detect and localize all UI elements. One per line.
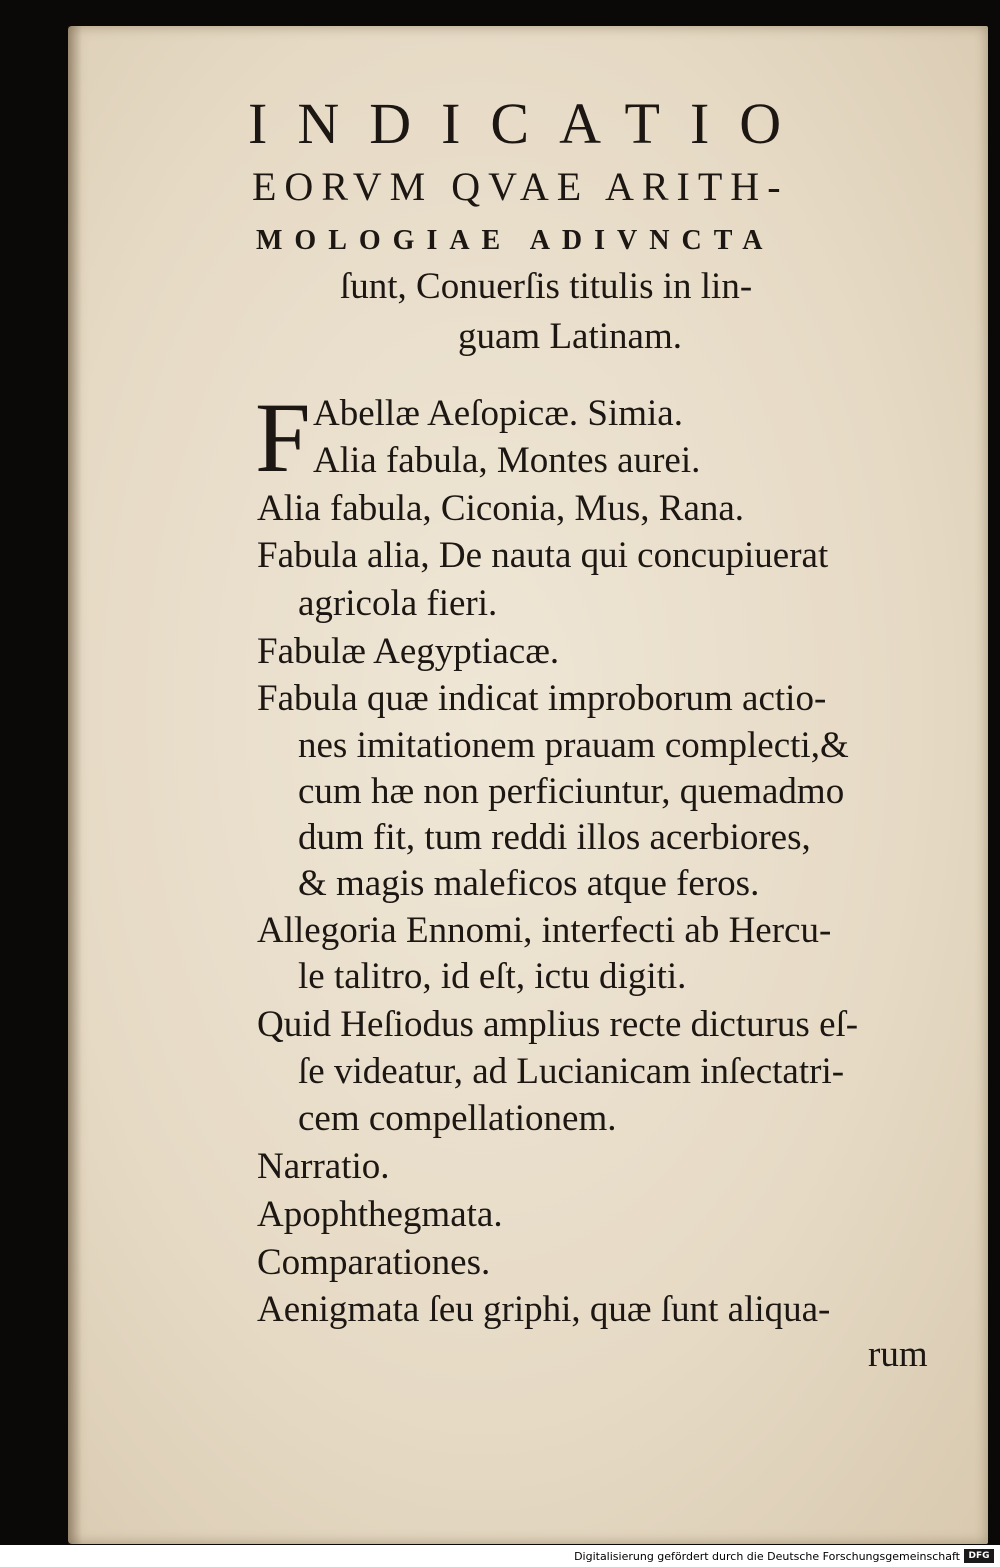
entry-line: Aenigmata ſeu griphi, quæ ſunt aliqua-	[257, 1289, 831, 1330]
entry-line: Abellæ Aeſopicæ. Simia.	[313, 393, 683, 434]
entry-line: & magis maleficos atque feros.	[298, 863, 760, 904]
heading-line-2: EORVM QVAE ARITH-	[252, 164, 789, 209]
entry-line: Quid Heſiodus amplius recte dicturus eſ-	[257, 1004, 859, 1045]
entry-line: Fabula quæ indicat improborum actio-	[257, 678, 827, 719]
entry-line: Alia fabula, Ciconia, Mus, Rana.	[257, 488, 745, 529]
heading-line-3: MOLOGIAE ADIVNCTA	[256, 225, 775, 256]
heading-line-5: guam Latinam.	[458, 316, 682, 357]
entry-line: Narratio.	[257, 1146, 390, 1187]
entry-line: Alia fabula, Montes aurei.	[313, 440, 701, 481]
catchword: rum	[868, 1334, 928, 1375]
entry-line: ſe videatur, ad Lucianicam inſectatri-	[298, 1051, 845, 1092]
entry-line: Comparationes.	[257, 1242, 491, 1283]
drop-cap: F	[255, 382, 311, 493]
entry-line: dum fit, tum reddi illos acerbiores,	[298, 817, 811, 858]
entry-line: Apophthegmata.	[257, 1194, 503, 1235]
heading-title: INDICATIO	[248, 91, 812, 156]
footer-credit: Digitalisierung gefördert durch die Deutsche Forschungsgemeinschaft	[574, 1550, 960, 1563]
footer-bar	[0, 1545, 1000, 1567]
entry-line: le talitro, id eſt, ictu digiti.	[298, 956, 687, 997]
heading-line-4: ſunt, Conuerſis titulis in lin-	[340, 266, 753, 307]
entry-line: cem compellationem.	[298, 1098, 617, 1139]
entry-line: agricola fieri.	[298, 583, 498, 624]
dfg-logo-icon: DFG	[964, 1549, 994, 1563]
entry-line: Fabulæ Aegyptiacæ.	[257, 631, 560, 672]
entry-line: Fabula alia, De nauta qui concupiuerat	[257, 535, 829, 576]
entry-line: cum hæ non perficiuntur, quemadmo	[298, 771, 845, 812]
spine-shadow	[68, 26, 82, 1544]
entry-line: Allegoria Ennomi, interfecti ab Hercu-	[257, 910, 832, 951]
entry-line: nes imitationem prauam complecti,&	[298, 725, 849, 766]
